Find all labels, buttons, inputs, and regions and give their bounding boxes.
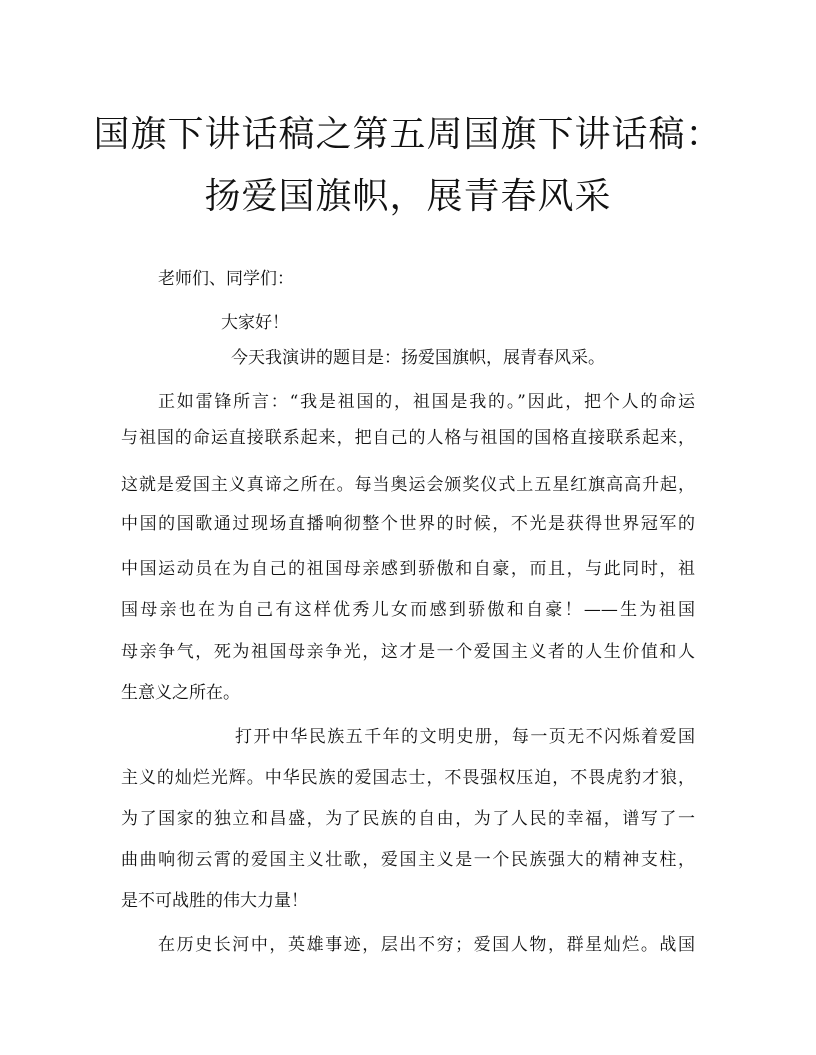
paragraph-1-line: 中国运动员在为自己的祖国母亲感到骄傲和自豪，而且，与此同时，祖: [121, 559, 695, 579]
paragraph-2-line: 打开中华民族五千年的文明史册，每一页无不闪烁着爱国: [235, 727, 695, 747]
speech-topic: 今天我演讲的题目是：扬爱国旗帜，展青春风采。: [231, 348, 605, 368]
paragraph-1-line: 这就是爱国主义真谛之所在。每当奥运会颁奖仪式上五星红旗高高升起，: [121, 475, 695, 495]
paragraph-3-line: 在历史长河中，英雄事迹，层出不穷；爱国人物，群星灿烂。战国: [158, 935, 695, 955]
paragraph-2-line: 曲曲响彻云霄的爱国主义壮歌，爱国主义是一个民族强大的精神支柱，: [121, 850, 695, 870]
title-line-1: 国旗下讲话稿之第五周国旗下讲话稿：: [93, 114, 723, 155]
paragraph-2-line: 主义的灿烂光辉。中华民族的爱国志士，不畏强权压迫，不畏虎豹才狼，: [121, 768, 695, 788]
paragraph-1-line: 生意义之所在。: [121, 683, 240, 703]
paragraph-1-line: 与祖国的命运直接联系起来，把自己的人格与祖国的国格直接联系起来，: [121, 428, 695, 448]
salutation: 老师们、同学们：: [158, 269, 294, 289]
title-line-2: 扬爱国旗帜，展青春风采: [204, 176, 612, 217]
paragraph-2-line: 为了国家的独立和昌盛，为了民族的自由，为了人民的幸福，谱写了一: [121, 809, 695, 829]
paragraph-1-line: 国母亲也在为自己有这样优秀儿女而感到骄傲和自豪！——生为祖国: [121, 600, 695, 620]
paragraph-1-line: 母亲争气，死为祖国母亲争光，这才是一个爱国主义者的人生价值和人: [121, 642, 695, 662]
paragraph-2-line: 是不可战胜的伟大力量！: [121, 891, 308, 911]
paragraph-1-line: 正如雷锋所言：“我是祖国的，祖国是我的。”因此，把个人的命运: [158, 392, 695, 412]
greeting: 大家好！: [221, 313, 289, 333]
paragraph-1-line: 中国的国歌通过现场直播响彻整个世界的时候，不光是获得世界冠军的: [121, 514, 695, 534]
